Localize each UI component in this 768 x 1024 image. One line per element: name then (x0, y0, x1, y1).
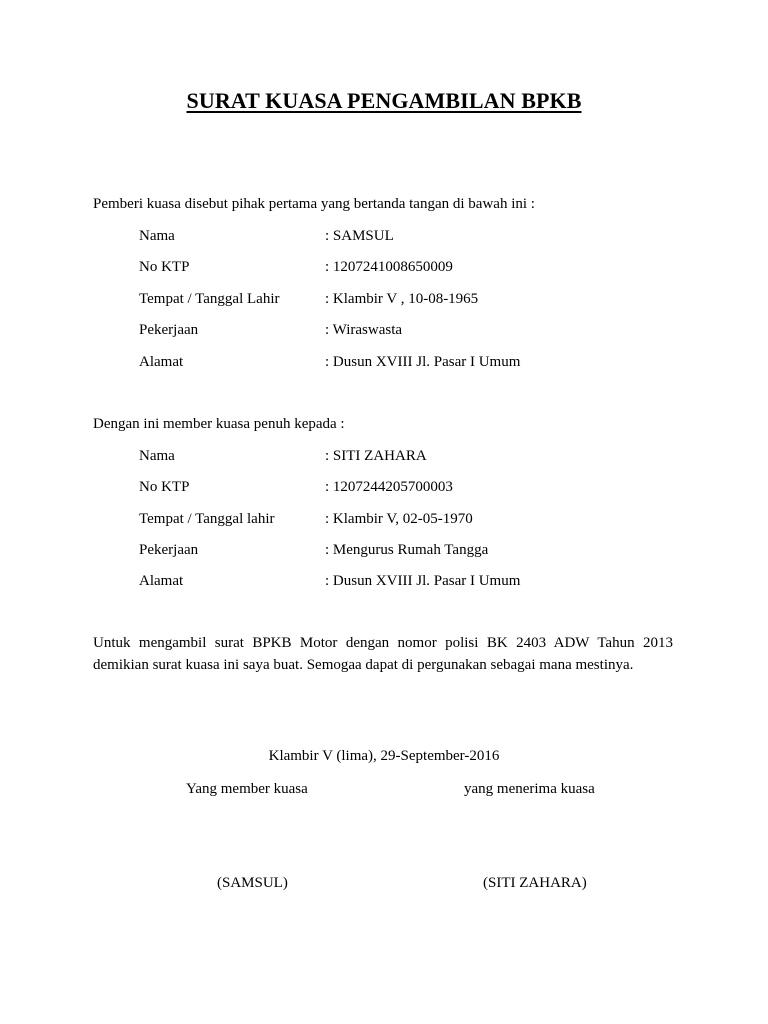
place-date: Klambir V (lima), 29-September-2016 (268, 748, 500, 764)
giver-signature-name: (SAMSUL) (217, 875, 288, 891)
body-line-1: Untuk mengambil surat BPKB Motor dengan nomor polisi BK 2403 ADW Tahun 2013 (93, 635, 673, 651)
receiver-signature-name: (SITI ZAHARA) (483, 875, 587, 891)
giver-ttl-label: Tempat / Tanggal Lahir (139, 291, 280, 307)
receiver-ttl-value: : Klambir V, 02-05-1970 (325, 511, 473, 527)
giver-nama-value: : SAMSUL (325, 228, 394, 244)
body-line-2: demikian surat kuasa ini saya buat. Semogaa dapat di pergunakan sebagai mana mestinya. (93, 657, 634, 673)
giver-ktp-value: : 1207241008650009 (325, 259, 453, 275)
giver-ktp-label: No KTP (139, 259, 190, 275)
document-title: SURAT KUASA PENGAMBILAN BPKB (186, 88, 582, 113)
receiver-pekerjaan-value: : Mengurus Rumah Tangga (325, 542, 489, 558)
receiver-alamat-label: Alamat (139, 573, 184, 589)
giver-pekerjaan-label: Pekerjaan (139, 322, 199, 338)
giver-nama-label: Nama (139, 228, 175, 244)
receiver-nama-value: : SITI ZAHARA (325, 448, 427, 464)
receiver-role-label: yang menerima kuasa (464, 781, 595, 797)
receiver-intro: Dengan ini member kuasa penuh kepada : (93, 416, 345, 432)
receiver-ttl-label: Tempat / Tanggal lahir (139, 511, 275, 527)
giver-alamat-value: : Dusun XVIII Jl. Pasar I Umum (325, 354, 521, 370)
body-paragraph (93, 632, 673, 676)
receiver-ktp-label: No KTP (139, 479, 190, 495)
giver-alamat-label: Alamat (139, 354, 184, 370)
giver-role-label: Yang member kuasa (186, 781, 308, 797)
receiver-pekerjaan-label: Pekerjaan (139, 542, 199, 558)
receiver-nama-label: Nama (139, 448, 175, 464)
giver-ttl-value: : Klambir V , 10-08-1965 (325, 291, 479, 307)
receiver-ktp-value: : 1207244205700003 (325, 479, 453, 495)
giver-pekerjaan-value: : Wiraswasta (325, 322, 403, 338)
giver-intro: Pemberi kuasa disebut pihak pertama yang bertanda tangan di bawah ini : (93, 196, 535, 212)
receiver-alamat-value: : Dusun XVIII Jl. Pasar I Umum (325, 573, 521, 589)
